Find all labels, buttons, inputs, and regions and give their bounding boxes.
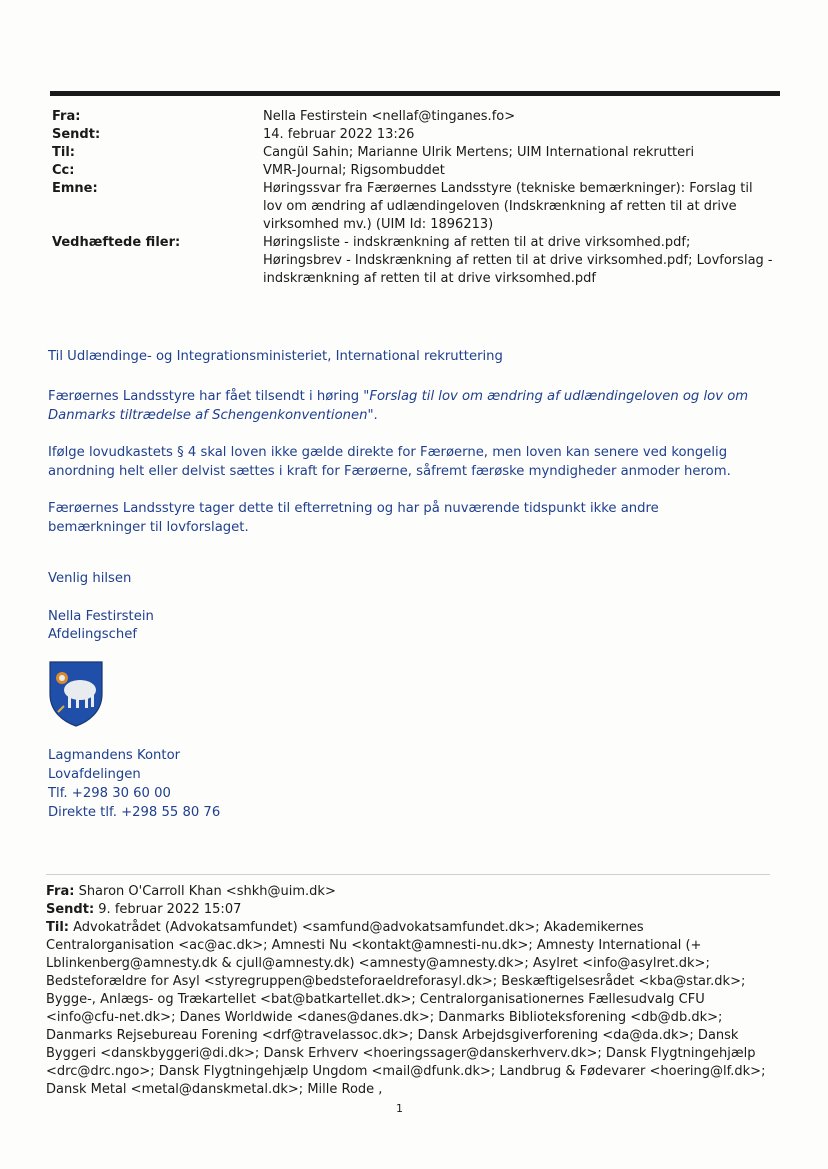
forwarded-to-value: Advokatrådet (Advokatsamfundet) <samfund@advokatsamfundet.dk>; Akademikernes Centralorganisation <ac@ac.dk>; Amnesti Nu <kontakt@amnesti-nu.dk>; Amnesty International (+ Lblinkenberg@amnesty.dk & cjull@amnesty.dk) <amnesty@amnesty.dk>; Asylret <info@asylret.dk>; Bedsteforældre for Asyl <styregruppen@bedsteforaeldreforasyl.dk>; Beskæftigelsesrådet <kba@star.dk>; Bygge-, Anlægs- og Trækartellet <bat@batkartellet.dk>; Centralorganisationernes Fællesudvalg CFU <info@cfu-net.dk>; Danes Worldwide <danes@danes.dk>; Danmarks Biblioteksforening <db@db.dk>; Danmarks Rejsebureau Forening <drf@travelassoc.dk>; Dansk Arbejdsgiverforening <da@da.dk>; Dansk Byggeri <danskbyggeri@di.dk>; Dansk Erhverv <hoeringssager@danskerhverv.dk>; Dansk Flygtningehjælp <drc@drc.ngo>; Dansk Flygtningehjælp Ungdom <mail@dfunk.dk>; Landbrug & Fødevarer <hoering@lf.dk>; Dansk Metal <metal@danskmetal.dk>; Mille Rode , bbox=[46, 920, 766, 1097]
faroe-ram-coat-of-arms-icon bbox=[48, 660, 104, 728]
forwarded-to bbox=[46, 919, 770, 1099]
subject-label: Emne: bbox=[52, 181, 98, 196]
direct-phone: Direkte tlf. +298 55 80 76 bbox=[48, 805, 221, 820]
forwarded-from-value: Sharon O'Carroll Khan <shkh@uim.dk> bbox=[74, 884, 336, 899]
department: Lovafdelingen bbox=[48, 767, 141, 782]
sent-label: Sendt: bbox=[52, 127, 101, 142]
to-value: Cangül Sahin; Marianne Ulrik Mertens; UIM International rekrutteri bbox=[263, 145, 695, 160]
office-name: Lagmandens Kontor bbox=[48, 748, 181, 763]
paragraph-1-end: . bbox=[373, 408, 378, 423]
closing: Venlig hilsen bbox=[48, 571, 132, 586]
forwarded-from-label: Fra: bbox=[46, 884, 75, 899]
greeting: Til Udlændinge- og Integrationsministeriet, International rekruttering bbox=[48, 349, 503, 364]
paragraph-2: Ifølge lovudkastets § 4 skal loven ikke gælde direkte for Færøerne, men loven kan senere ved kongelig anordning helt eller delvist sættes i kraft for Færøerne, såfremt færøske myndigheder anmoder herom. bbox=[48, 445, 731, 479]
paragraph-1 bbox=[48, 387, 788, 425]
to-label: Til: bbox=[52, 145, 75, 160]
attachments-label: Vedhæftede filer: bbox=[52, 235, 181, 250]
paragraph-3: Færøernes Landsstyre tager dette til efterretning og har på nuværende tidspunkt ikke andre bemærkninger til lovforslaget. bbox=[48, 501, 659, 535]
from-label: Fra: bbox=[52, 109, 81, 124]
paragraph-1-start: Færøernes Landsstyre har fået tilsendt i høring bbox=[48, 389, 364, 404]
forwarded-sent-label: Sendt: bbox=[46, 902, 95, 917]
subject-value: Høringssvar fra Færøernes Landsstyre (tekniske bemærkninger): Forslag til lov om ændring af udlændingeloven (Indskrænkning af retten til at drive virksomhed mv.) (UIM Id: 1896213) bbox=[263, 181, 753, 232]
forward-separator bbox=[46, 874, 770, 875]
forwarded-sent bbox=[46, 901, 776, 919]
header-rule bbox=[50, 91, 780, 96]
from-value: Nella Festirstein <nellaf@tinganes.fo> bbox=[263, 109, 516, 124]
forwarded-to-label: Til: bbox=[46, 920, 69, 935]
paragraph-1-quote: "Forslag til lov om ændring af udlændingeloven og lov om Danmarks tiltrædelse af Schengenkonventionen" bbox=[48, 389, 749, 423]
forwarded-from bbox=[46, 883, 776, 901]
signature-title: Afdelingschef bbox=[48, 627, 137, 642]
sent-value: 14. februar 2022 13:26 bbox=[263, 127, 415, 142]
page-number: 1 bbox=[396, 1102, 403, 1115]
cc-value: VMR-Journal; Rigsombuddet bbox=[263, 163, 445, 178]
signature-name: Nella Festirstein bbox=[48, 609, 154, 624]
forwarded-sent-value: 9. februar 2022 15:07 bbox=[94, 902, 242, 917]
cc-label: Cc: bbox=[52, 163, 75, 178]
phone: Tlf. +298 30 60 00 bbox=[48, 786, 171, 801]
attachments-value: Høringsliste - indskrænkning af retten til at drive virksomhed.pdf; Høringsbrev - Indskrænkning af retten til at drive virksomhed.pdf; Lovforslag - indskrænkning af retten til at drive virksomhed.pdf bbox=[263, 235, 773, 286]
